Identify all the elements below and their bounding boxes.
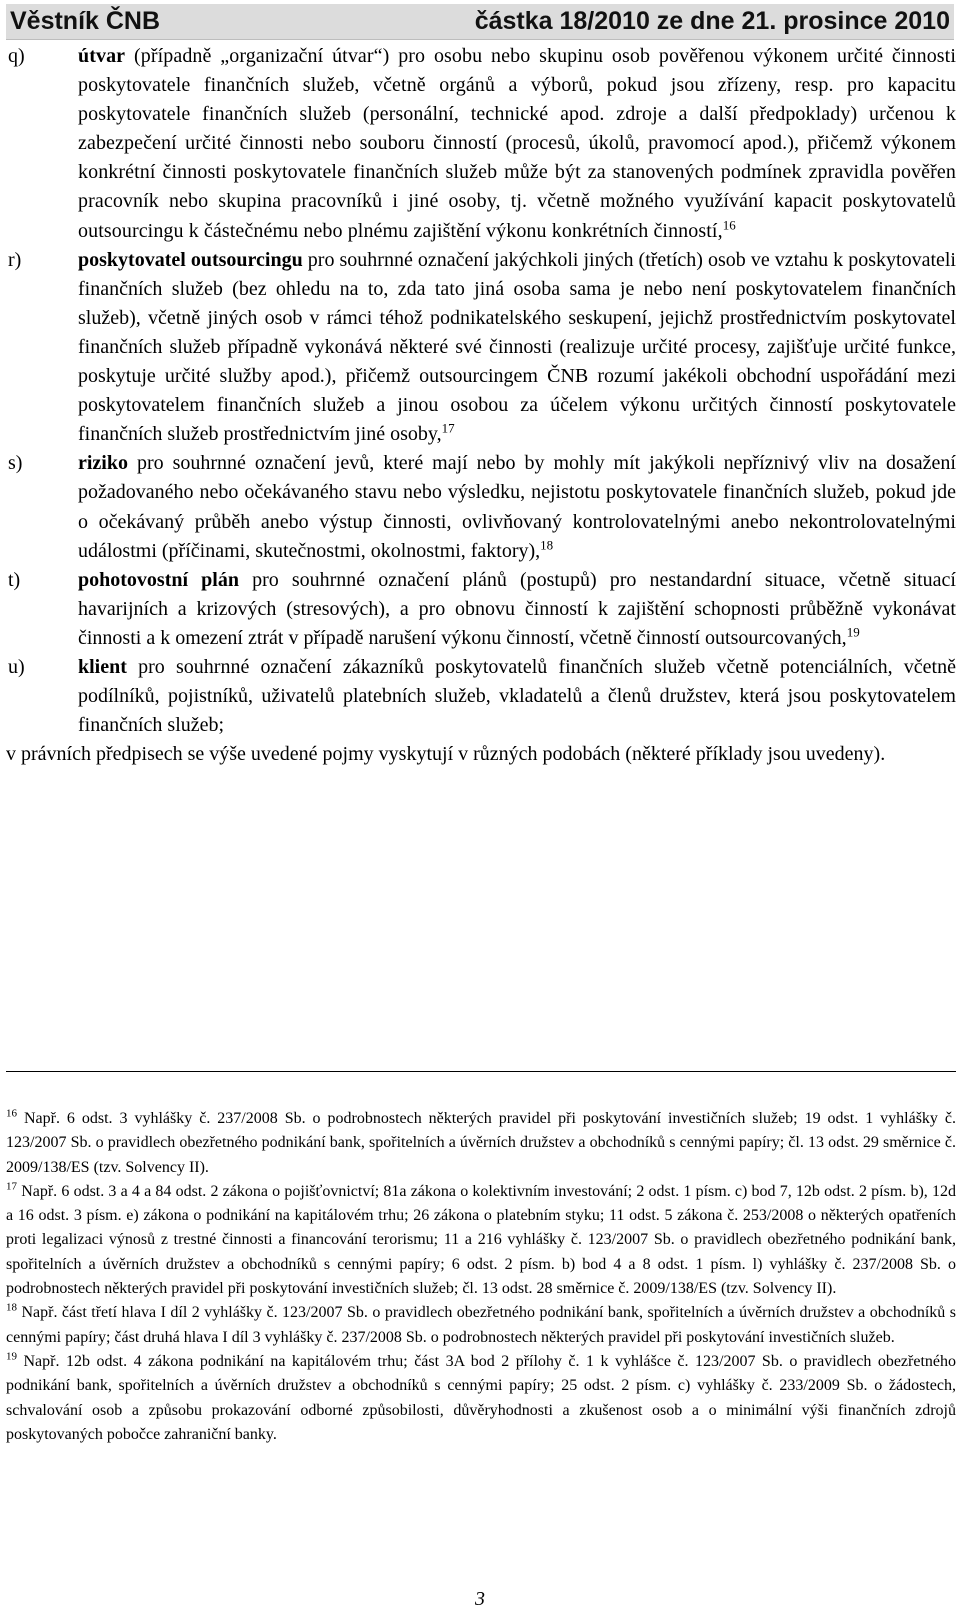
closing-paragraph: v právních předpisech se výše uvedené pojmy vyskytují v různých podobách (některé příklady jsou uvedeny).	[6, 743, 886, 766]
defined-term: riziko	[78, 452, 128, 475]
journal-title: Věstník ČNB	[10, 7, 161, 35]
footnotes	[6, 1107, 956, 1447]
defined-term: pohotovostní plán	[78, 568, 239, 591]
footnote-text: Např. 6 odst. 3 vyhlášky č. 237/2008 Sb. o podrobnostech některých pravidel při poskytování investičních služeb; 19 odst. 1 vyhlášky č. 123/2007 Sb. o pravidlech obezřetného podnikání bank, spořitelních a úvěrních družstev a obchodníků s cennými papíry; čl. 13 odst. 29 směrnice č. 2009/138/ES (tzv. Solvency II).	[6, 1110, 956, 1176]
footnote-16	[6, 1107, 956, 1180]
footnote-number: 19	[6, 1350, 17, 1363]
footnote-18	[6, 1301, 956, 1350]
definition-item-q	[6, 42, 956, 246]
definition-text: (případně „organizační útvar“) pro osobu nebo skupinu osob pověřenou výkonem určité činnosti poskytovatele finančních služeb, včetně orgánů a výborů, pokud jsou zřízeny, resp. pro kapacitu poskytovatele finančních služeb (personální, technické apod. zdroje a další předpoklady) určenou k zabezpečení určité činnosti nebo souboru činností (procesů, úkolů, pravomocí apod.), přičemž výkonem konkrétní činnosti poskytovatele finančních služeb může být za stanovených podmínek zpravidla pověřen pracovník nebo skupina pracovníků i jiné osoby, tj. včetně možného využívání kapacit poskytovatelů outsourcingu k částečnému nebo plnému zajištění výkonu konkrétních činností,	[78, 45, 956, 242]
item-text	[78, 653, 956, 740]
definition-item-s	[6, 449, 956, 565]
item-text	[78, 449, 956, 565]
defined-term: klient	[78, 655, 127, 678]
footnote-17	[6, 1180, 956, 1301]
item-label: t)	[8, 568, 21, 591]
footnote-number: 16	[6, 1107, 17, 1120]
footnote-19	[6, 1350, 956, 1447]
definitions-body	[6, 42, 956, 769]
item-label: q)	[8, 45, 25, 67]
definition-text: pro souhrnné označení zákazníků poskytovatelů finančních služeb včetně potenciálních, včetně podílníků, pojistníků, uživatelů platebních služeb, vkladatelů a členů družstev, která jsou poskytovatelem finančních služeb;	[78, 655, 956, 737]
footnote-separator	[6, 1071, 956, 1072]
definition-text: pro souhrnné označení jevů, které mají nebo by mohly mít jakýkoli nepříznivý vliv na dosažení požadovaného nebo očekávaného stavu nebo výsledku, nejistotu poskytovatele finančních služeb, pokud jde o očekávaný průběh anebo výstup činnosti, ovlivňovaný kontrolovatelnými anebo nekontrolovatelnými událostmi (příčinami, skutečnostmi, okolnostmi, faktory),	[78, 452, 956, 562]
footnote-text: Např. část třetí hlava I díl 2 vyhlášky č. 123/2007 Sb. o pravidlech obezřetného podnikání bank, spořitelních a úvěrních družstev a obchodníků s cennými papíry; část druhá hlava I díl 3 vyhlášky č. 237/2008 Sb. o podrobnostech některých pravidel při poskytování investičních služeb.	[6, 1304, 956, 1346]
footnote-number: 17	[6, 1180, 17, 1193]
page-header	[6, 4, 954, 40]
item-label: u)	[8, 655, 25, 678]
definition-item-t	[6, 566, 956, 653]
definition-text: pro souhrnné označení plánů (postupů) pro nestandardní situace, včetně situací havarijních a krizových (stresových), a pro obnovu činností k zajištění schopnosti průběžně vykonávat činnosti a k omezení ztrát v případě narušení výkonu činností, včetně činností outsourcovaných,	[78, 568, 956, 649]
item-label: s)	[8, 452, 23, 475]
footnote-ref[interactable]: 17	[441, 420, 455, 436]
definition-item-r	[6, 246, 956, 450]
definition-item-u	[6, 653, 956, 740]
definition-text: pro souhrnné označení jakýchkoli jiných (třetích) osob ve vztahu k poskytovateli finančních služeb (bez ohledu na to, zda tato jiná osoba sama je nebo není poskytovatelem finančních služeb), včetně jiných osob v rámci téhož podnikatelského seskupení, jejichž prostřednictvím poskytovatel finančních služeb případně vykonává některé své činnosti (realizuje určité procesy, zajišťuje určité funkce, poskytuje určité služby apod.), přičemž outsourcingem ČNB rozumí jakékoli obchodní uspořádání mezi poskytovatelem finančních služeb a jinou osobou za účelem výkonu určitých činností poskytovatele finančních služeb prostřednictvím jiné osoby,	[78, 248, 956, 446]
footnote-ref[interactable]: 16	[722, 216, 736, 232]
issue-info: částka 18/2010 ze dne 21. prosince 2010	[474, 7, 950, 35]
item-label: r)	[8, 248, 22, 271]
defined-term: poskytovatel outsourcingu	[78, 248, 303, 271]
item-text	[78, 42, 956, 246]
page-number: 3	[475, 1588, 485, 1610]
footnote-ref[interactable]: 18	[540, 536, 554, 552]
footnote-text: Např. 6 odst. 3 a 4 a 84 odst. 2 zákona o pojišťovnictví; 81a zákona o kolektivním investování; 2 odst. 1 písm. c) bod 7, 12b odst. 2 písm. b), 12d a 16 odst. 3 písm. e) zákona o podnikání na kapitálovém trhu; 26 zákona o platebním styku; 11 odst. 5 zákona č. 253/2008 o některých opatřeních proti legalizaci výnosů z trestné činnosti a financování terorismu; 11 a 216 vyhlášky č. 123/2007 Sb. o pravidlech obezřetného podnikání bank, spořitelních a úvěrních družstev a obchodníků s cennými papíry; 6 odst. 2 písm. b) bod 4 a 8 odst. 1 písm. l) vyhlášky č. 237/2008 Sb. o podrobnostech některých pravidel při poskytování investičních služeb; čl. 13 odst. 28 směrnice č. 2009/138/ES (tzv. Solvency II).	[6, 1182, 956, 1298]
footnote-text: Např. 12b odst. 4 zákona podnikání na kapitálovém trhu; část 3A bod 2 přílohy č. 1 k vyhlášce č. 123/2007 Sb. o pravidlech obezřetného podnikání bank, spořitelních a úvěrních družstev a obchodníků s cennými papíry; 25 odst. 2 písm. c) vyhlášky č. 233/2009 Sb. o žádostech, schvalování osob a způsobu prokazování odborné způsobilosti, důvěryhodnosti a zkušenost osob a o minimální výši finančních zdrojů poskytovaných pobočce zahraniční banky.	[6, 1352, 956, 1443]
footnote-number: 18	[6, 1302, 17, 1315]
defined-term: útvar	[78, 45, 126, 67]
item-text	[78, 246, 956, 450]
item-text	[78, 566, 956, 653]
footnote-ref[interactable]: 19	[846, 624, 860, 640]
